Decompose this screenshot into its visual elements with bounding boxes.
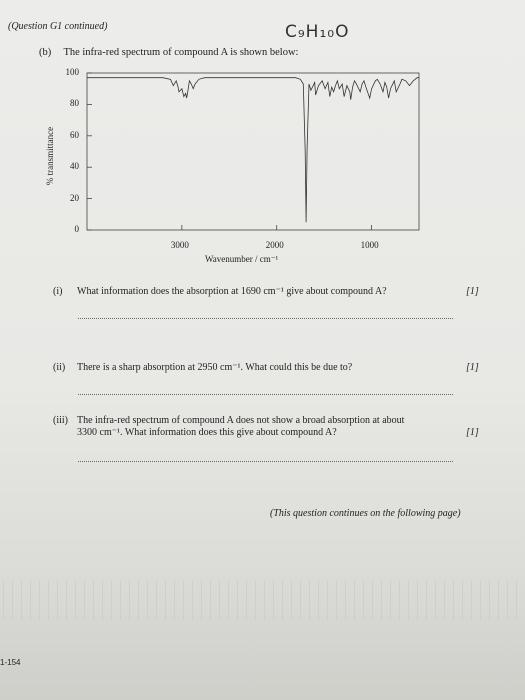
answer-line-iii[interactable] — [78, 461, 453, 462]
x-tick-label: 1000 — [360, 240, 379, 250]
y-tick-label: 80 — [70, 98, 79, 109]
question-continued-header: (Question G1 continued) — [8, 21, 108, 32]
part-b-label: (b) — [39, 47, 52, 58]
page-edge-texture — [0, 580, 525, 620]
question-i-mark: [1] — [466, 286, 479, 297]
question-iii-mark: [1] — [466, 427, 479, 438]
y-tick-label: 60 — [70, 129, 79, 140]
page-number: 1-154 — [0, 658, 21, 667]
question-ii-text: There is a sharp absorption at 2950 cm⁻¹. What could this be due to? — [77, 362, 353, 373]
part-b-text: The infra-red spectrum of compound A is shown below: — [63, 47, 299, 58]
question-ii-number: (ii) — [53, 362, 66, 373]
x-tick-label: 2000 — [265, 240, 284, 250]
y-tick-label: 20 — [70, 192, 79, 203]
question-iii-number: (iii) — [53, 415, 68, 426]
spectrum-trace — [87, 78, 419, 223]
y-axis-label: % transmittance — [45, 126, 56, 186]
answer-line-i[interactable] — [78, 318, 453, 319]
y-tick-label: 40 — [70, 161, 79, 172]
y-tick-label: 0 — [74, 224, 79, 234]
continues-note: (This question continues on the following page) — [270, 508, 461, 519]
question-ii-mark: [1] — [466, 362, 479, 373]
question-i-number: (i) — [53, 286, 63, 297]
ir-spectrum-svg — [0, 0, 525, 280]
question-i-text: What information does the absorption at 1690 cm⁻¹ give about compound A? — [77, 286, 387, 297]
answer-line-ii[interactable] — [78, 394, 453, 395]
x-axis-label: Wavenumber / cm⁻¹ — [205, 254, 279, 264]
x-tick-label: 3000 — [170, 240, 189, 250]
handwritten-formula: C₉H₁₀O — [285, 22, 350, 42]
question-iii-text-line2: 3300 cm⁻¹. What information does this give about compound A? — [77, 427, 337, 438]
y-tick-label: 100 — [65, 67, 79, 77]
question-iii-text-line1: The infra-red spectrum of compound A does not show a broad absorption at about — [77, 415, 405, 426]
